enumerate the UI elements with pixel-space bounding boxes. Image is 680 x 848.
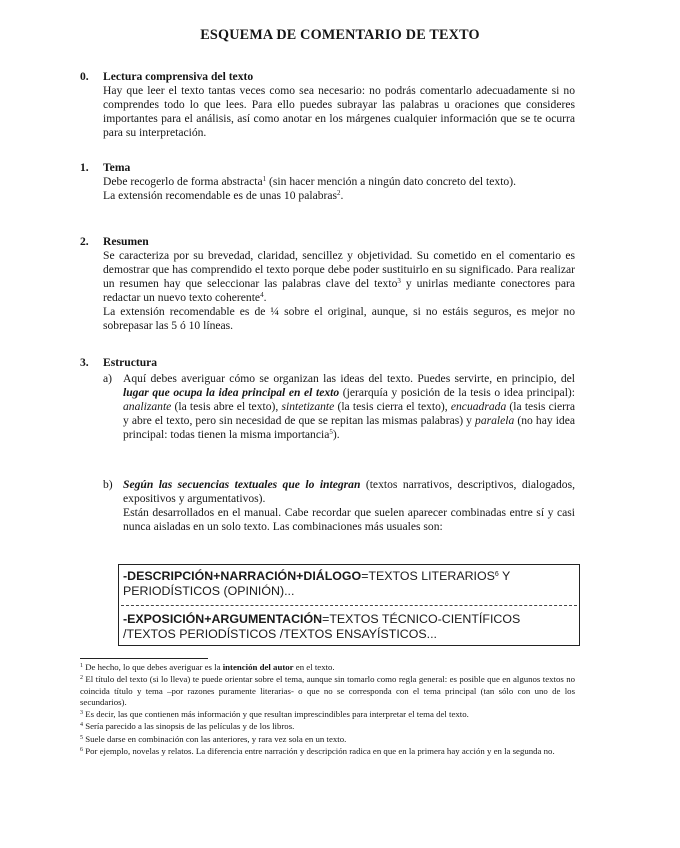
footnote-number: 5 xyxy=(80,734,83,741)
section-body xyxy=(103,84,575,140)
text-run: . xyxy=(263,291,267,305)
emphasis: lugar que ocupa la idea principal en el texto xyxy=(123,386,340,400)
footnote-ref[interactable]: 1 xyxy=(262,175,267,183)
footnote-number: 2 xyxy=(80,675,83,682)
combination-formula: -DESCRIPCIÓN+NARRACIÓN+DIÁLOGO xyxy=(123,569,362,583)
term-paralela: paralela xyxy=(475,414,515,428)
paragraph xyxy=(123,372,575,442)
list-label: b) xyxy=(103,478,113,491)
combination-result: =TEXTOS TÉCNICO-CIENTÍFICOS /TEXTOS PERIODÍSTICOS /TEXTOS ENSAYÍSTICOS... xyxy=(123,612,521,641)
footnote-number: 1 xyxy=(80,663,83,669)
combination-result: =TEXTOS LITERARIOS xyxy=(361,569,495,583)
emphasis: Según las secuencias textuales que lo integran xyxy=(123,478,361,491)
paragraph xyxy=(103,189,575,203)
text-run: Debe recogerlo de forma abstracta xyxy=(103,175,263,188)
paragraph: Hay que leer el texto tantas veces como sea necesario: no podrás comentarlo adecuadamente si no comprendes todo lo que lees. Para ello puedes subrayar las palabras u oraciones que consideres importantes para el análisis, así como anotar en los márgenes cualquier información que se te ocurra para su interpretación. xyxy=(103,84,575,140)
combination-2 xyxy=(123,612,575,642)
section-number: 2. xyxy=(80,235,89,248)
footnote-ref[interactable]: 6 xyxy=(494,571,499,578)
text-run: y unirlas mediante conectores para redactar un nuevo texto coherente xyxy=(103,277,575,305)
text-run: (la tesis abre el texto), xyxy=(171,400,282,414)
text-run: (jerarquía y posición de la tesis o idea principal): xyxy=(339,386,575,400)
text-run: Aquí debes averiguar cómo se organizan las ideas del texto. Puedes servirte, en principio, del xyxy=(123,372,575,385)
footnotes xyxy=(80,662,575,758)
list-item-text xyxy=(123,372,575,442)
footnote-ref[interactable]: 3 xyxy=(397,277,401,286)
text-run: La extensión recomendable es de unas 10 palabras xyxy=(103,189,338,203)
text-run: (textos narrativos, descriptivos, dialogados, expositivos y argumentativos). xyxy=(123,478,575,506)
footnote-text: El título del texto (si lo lleva) te puede orientar sobre el tema, aunque sin tomarlo como regla general: es posible que en algunos textos no coincida título y tema –por razones puramente literarias- o que no se corresponda con el tema principal (tan sólo con uno de los secundarios). xyxy=(80,674,575,708)
text-run: (la tesis cierra el texto), xyxy=(334,400,451,414)
text-run: (la tesis cierra y abre el texto, pero sin necesidad de que se repitan las mismas palabras) y xyxy=(123,400,575,428)
text-run: (no hay idea principal: todas tienen la misma importancia xyxy=(123,414,576,442)
footnote-number: 4 xyxy=(80,722,83,729)
footnote-ref[interactable]: 5 xyxy=(329,428,333,437)
footnote xyxy=(80,746,575,758)
section-body xyxy=(103,175,575,203)
footnote xyxy=(80,721,575,733)
footnote-text: De hecho, lo que debes averiguar es la xyxy=(83,662,223,672)
paragraph xyxy=(103,175,575,189)
combination-1 xyxy=(123,569,575,599)
section-heading: Lectura comprensiva del texto xyxy=(103,70,254,83)
page-title: ESQUEMA DE COMENTARIO DE TEXTO xyxy=(200,27,480,43)
footnote xyxy=(80,662,575,674)
section-heading: Tema xyxy=(103,161,131,174)
paragraph xyxy=(123,478,575,506)
section-number: 0. xyxy=(80,70,89,83)
footnote-ref[interactable]: 2 xyxy=(337,189,341,198)
text-run: . xyxy=(340,189,344,203)
footnote-text: Sería parecido a las sinopsis de las películas y de los libros. xyxy=(83,721,295,732)
combination-formula: -EXPOSICIÓN+ARGUMENTACIÓN xyxy=(123,612,323,626)
footnote xyxy=(80,734,575,746)
footnote-separator xyxy=(80,658,208,659)
section-number: 1. xyxy=(80,161,89,174)
text-run: ). xyxy=(332,428,340,442)
text-run: (sin hacer mención a ningún dato concreto del texto). xyxy=(266,175,516,188)
combinations-box xyxy=(118,564,580,646)
section-heading: Resumen xyxy=(103,235,149,248)
section-body xyxy=(103,249,575,334)
text-run: Se caracteriza por su brevedad, claridad, sencillez y objetividad. Su cometido en el comentario es demostrar que has comprendido el texto porque debe poder sustituirlo en su significado. Para realizar un resumen hay que seleccionar las palabras clave del texto xyxy=(103,249,575,291)
section-number: 3. xyxy=(80,356,89,369)
paragraph xyxy=(103,249,575,305)
term-sintetizante: sintetizante xyxy=(281,400,335,414)
dashed-divider xyxy=(121,605,577,606)
footnote-text: Por ejemplo, novelas y relatos. La diferencia entre narración y descripción radica en que en la primera hay acción y en la segunda no. xyxy=(83,745,555,756)
footnote-ref[interactable]: 4 xyxy=(260,291,264,300)
footnote-text: en el texto. xyxy=(293,662,335,672)
term-analizante: analizante xyxy=(123,400,172,414)
list-item-text xyxy=(123,478,575,534)
footnote-text: Es decir, las que contienen más información y que resultan imprescindibles para interpretar el tema del texto. xyxy=(83,709,469,720)
combination-result: Y PERIODÍSTICOS (OPINIÓN)... xyxy=(123,569,511,598)
section-heading: Estructura xyxy=(103,356,158,369)
footnote-number: 3 xyxy=(80,710,83,717)
term-encuadrada: encuadrada xyxy=(450,400,507,414)
footnote-number: 6 xyxy=(80,746,83,753)
footnote-text: Suele darse en combinación con las anteriores, y rara vez sola en un texto. xyxy=(83,733,347,744)
paragraph: Están desarrollados en el manual. Cabe recordar que suelen aparecer combinadas entre sí y casi nunca aisladas en un solo texto. Las combinaciones más usuales son: xyxy=(123,506,575,534)
footnote xyxy=(80,709,575,721)
emphasis: intención del autor xyxy=(222,662,294,672)
footnote xyxy=(80,674,575,709)
list-label: a) xyxy=(103,372,113,385)
paragraph: La extensión recomendable es de ¼ sobre el original, aunque, si no estáis seguros, es mejor no sobrepasar las 5 ó 10 líneas. xyxy=(103,305,575,333)
